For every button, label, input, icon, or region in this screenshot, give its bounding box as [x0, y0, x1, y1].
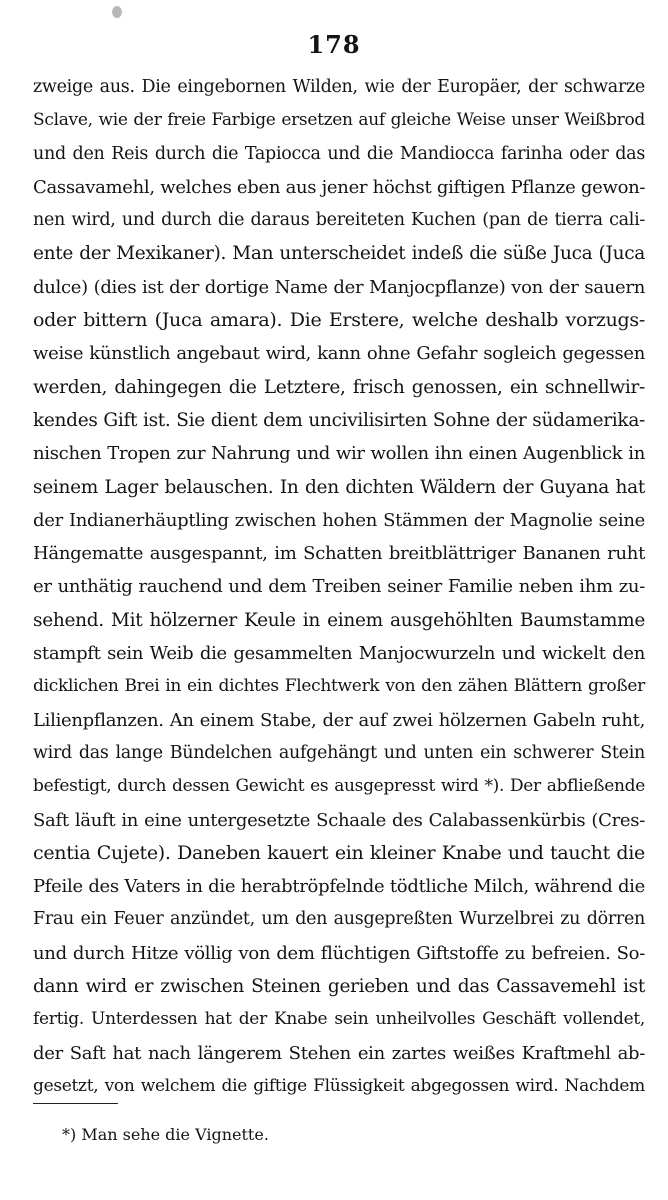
text-line: oder bittern (Juca amara). Die Erstere, welche deshalb vorzugs- [33, 309, 645, 332]
text-line: Frau ein Feuer anzündet, um den ausgepreßten Wurzelbrei zu dörren [33, 909, 645, 930]
text-line: sehend. Mit hölzerner Keule in einem ausgehöhlten Baumstamme [33, 609, 645, 631]
body-text [33, 71, 645, 1103]
text-line: der Indianerhäuptling zwischen hohen Stämmen der Magnolie seine [33, 509, 645, 531]
text-line: zweige aus. Die eingebornen Wilden, wie der Europäer, der schwarze [33, 77, 645, 97]
footnote: *) Man sehe die Vignette. [62, 1125, 269, 1144]
text-line: fertig. Unterdessen hat der Knabe sein unheilvolles Geschäft vollendet, [33, 1009, 645, 1030]
text-line: befestigt, durch dessen Gewicht es ausgepresst wird *). Der abfließende [33, 776, 645, 797]
text-line: nischen Tropen zur Nahrung und wir wollen ihn einen Augenblick in [33, 443, 645, 465]
text-line: nen wird, und durch die daraus bereiteten Kuchen (pan de tierra cali- [33, 210, 645, 231]
text-line: Cassavamehl, welches eben aus jener höchst giftigen Pflanze gewon- [33, 176, 646, 198]
text-line: dulce) (dies ist der dortige Name der Manjocpflanze) von der sauern [33, 276, 645, 298]
text-line: er unthätig rauchend und dem Treiben seiner Familie neben ihm zu- [33, 576, 645, 598]
text-line: Hängematte ausgespannt, im Schatten breitblättriger Bananen ruht [33, 543, 645, 565]
text-line: weise künstlich angebaut wird, kann ohne Gefahr sogleich gegessen [33, 343, 645, 365]
text-line: Saft läuft in eine untergesetzte Schaale des Calabassenkürbis (Cres- [33, 809, 645, 831]
text-line: seinem Lager belauschen. In den dichten Wäldern der Guyana hat [33, 476, 645, 498]
text-line: dicklichen Brei in ein dichtes Flechtwerk von den zähen Blättern großer [33, 676, 645, 697]
text-line: stampft sein Weib die gesammelten Manjocwurzeln und wickelt den [33, 643, 645, 665]
text-line: und den Reis durch die Tapiocca und die Mandiocca farinha oder das [33, 143, 645, 164]
text-line: kendes Gift ist. Sie dient dem uncivilisirten Sohne der südamerika- [33, 409, 645, 431]
text-line: Pfeile des Vaters in die herabtröpfelnde tödtliche Milch, während die [33, 876, 645, 898]
text-line: wird das lange Bündelchen aufgehängt und unten ein schwerer Stein [33, 742, 645, 763]
text-line: und durch Hitze völlig von dem flüchtigen Giftstoffe zu befreien. So- [33, 942, 645, 964]
text-line: gesetzt, von welchem die giftige Flüssigkeit abgegossen wird. Nachdem [33, 1075, 645, 1096]
text-line: werden, dahingegen die Letztere, frisch genossen, ein schnellwir- [33, 376, 645, 398]
paper-speck [112, 6, 122, 18]
footnote-divider [33, 1103, 118, 1104]
text-line: der Saft hat nach längerem Stehen ein zartes weißes Kraftmehl ab- [33, 1042, 645, 1064]
text-line: Sclave, wie der freie Farbige ersetzen auf gleiche Weise unser Weißbrod [33, 110, 645, 131]
text-line: centia Cujete). Daneben kauert ein kleiner Knabe und taucht die [33, 841, 645, 864]
text-line: dann wird er zwischen Steinen gerieben und das Cassavemehl ist [33, 976, 645, 998]
page-number: 178 [307, 30, 361, 59]
text-line: Lilienpflanzen. An einem Stabe, der auf zwei hölzernen Gabeln ruht, [33, 709, 645, 731]
text-line: ente der Mexikaner). Man unterscheidet indeß die süße Juca (Juca [33, 243, 645, 265]
